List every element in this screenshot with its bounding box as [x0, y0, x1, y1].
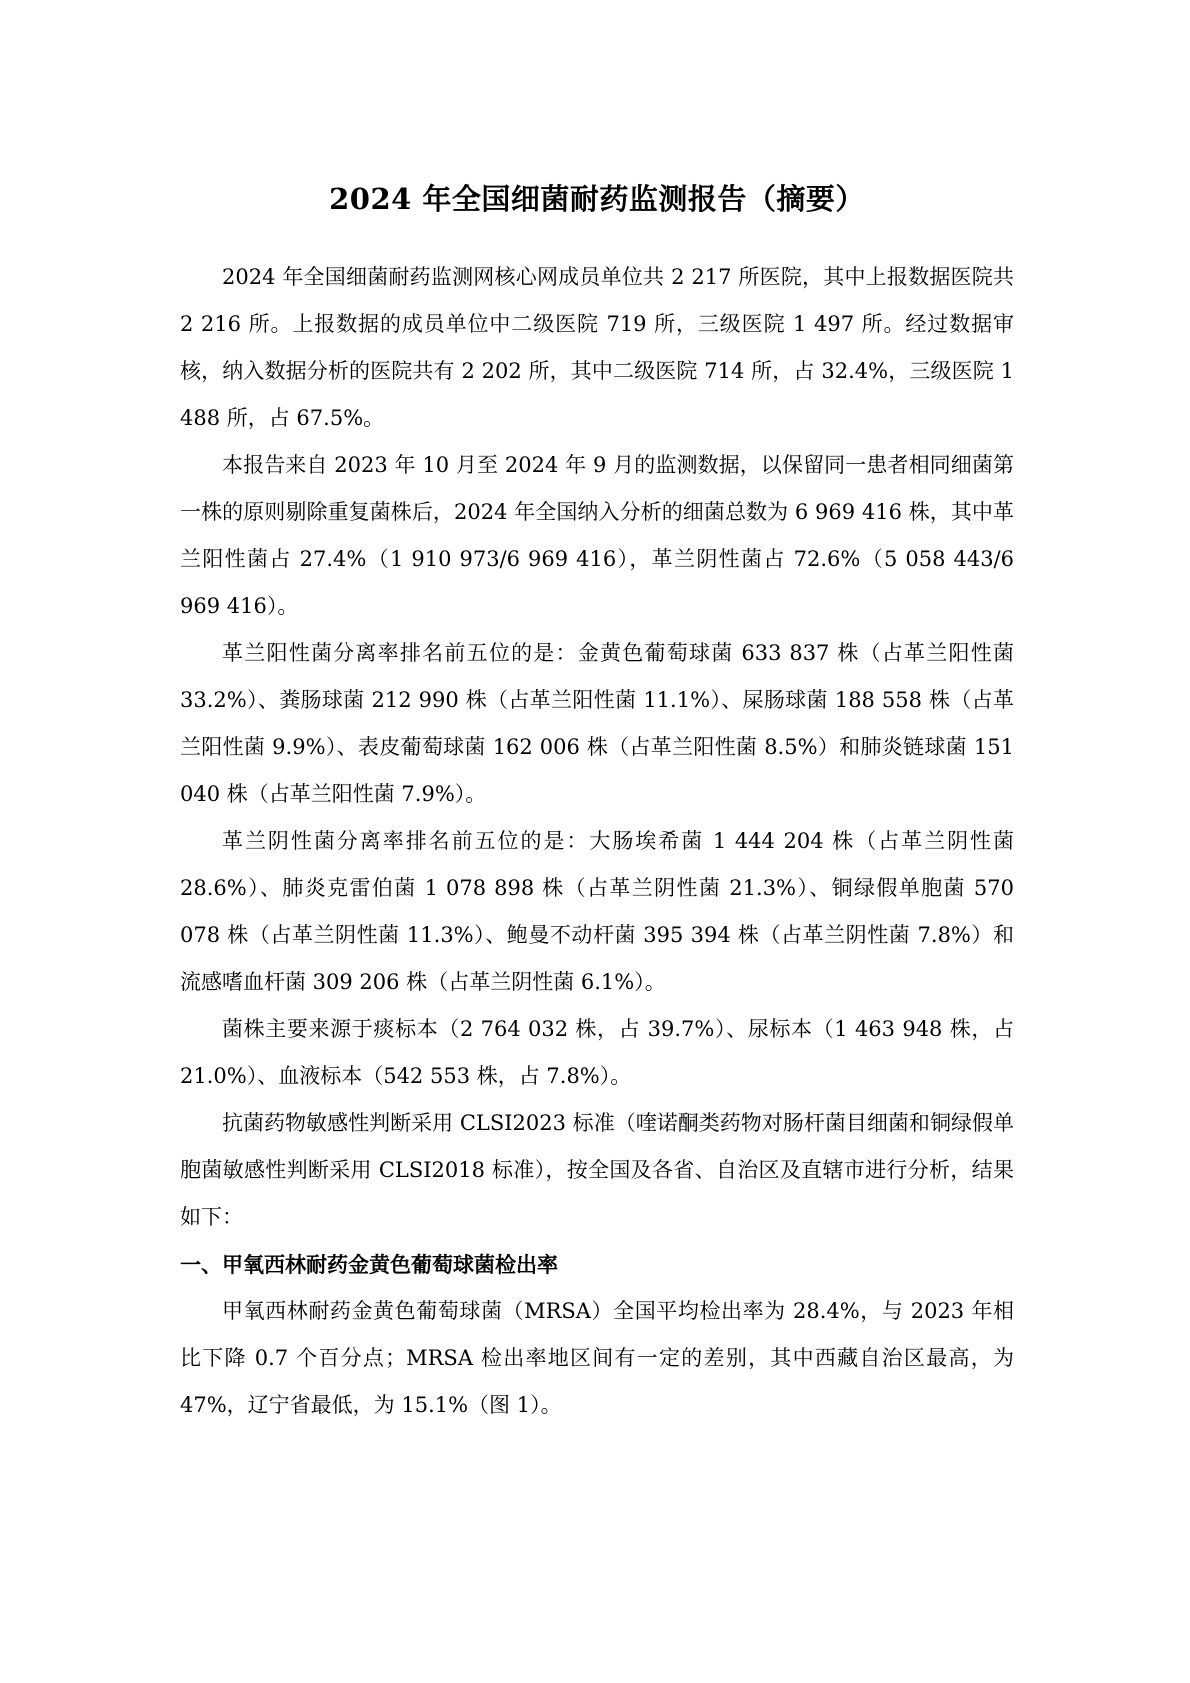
- paragraph-hospital-overview: 2024 年全国细菌耐药监测网核心网成员单位共 2 217 所医院，其中上报数据医院共 2 216 所。上报数据的成员单位中二级医院 719 所，三级医院 1 497 所。经过数据审核，纳入数据分析的医院共有 2 202 所，其中二级医院 714 所，占 32.4%，三级医院 1 488 所，占 67.5%。: [180, 265, 1014, 430]
- paragraph-specimen-sources: 菌株主要来源于痰标本（2 764 032 株，占 39.7%）、尿标本（1 463 948 株，占 21.0%）、血液标本（542 553 株，占 7.8%）。: [180, 1017, 1014, 1088]
- paragraph-gram-positive-top5: 革兰阳性菌分离率排名前五位的是：金黄色葡萄球菌 633 837 株（占革兰阳性菌 33.2%）、粪肠球菌 212 990 株（占革兰阳性菌 11.1%）、屎肠球菌 188 558 株（占革兰阳性菌 9.9%）、表皮葡萄球菌 162 006 株（占革兰阳性菌 8.5%）和肺炎链球菌 151 040 株（占革兰阳性菌 7.9%）。: [180, 641, 1014, 806]
- paragraph-susceptibility-standard: 抗菌药物敏感性判断采用 CLSI2023 标准（喹诺酮类药物对肠杆菌目细菌和铜绿假单胞菌敏感性判断采用 CLSI2018 标准），按全国及各省、自治区及直辖市进行分析，结果如下：: [180, 1111, 1014, 1229]
- document-title: 2024 年全国细菌耐药监测报告（摘要）: [329, 182, 865, 216]
- document-body: [180, 178, 1014, 1429]
- paragraph-mrsa-rate: 甲氧西林耐药金黄色葡萄球菌（MRSA）全国平均检出率为 28.4%，与 2023 年相比下降 0.7 个百分点；MRSA 检出率地区间有一定的差别，其中西藏自治区最高，为 47%，辽宁省最低，为 15.1%（图 1）。: [180, 1299, 1014, 1417]
- section-heading-mrsa: 一、甲氧西林耐药金黄色葡萄球菌检出率: [180, 1252, 558, 1277]
- paragraph-bacteria-total: 本报告来自 2023 年 10 月至 2024 年 9 月的监测数据，以保留同一患者相同细菌第一株的原则剔除重复菌株后，2024 年全国纳入分析的细菌总数为 6 969 416 株，其中革兰阳性菌占 27.4%（1 910 973/6 969 416），革兰阴性菌占 72.6%（5 058 443/6 969 416）。: [180, 453, 1014, 618]
- paragraph-gram-negative-top5: 革兰阴性菌分离率排名前五位的是：大肠埃希菌 1 444 204 株（占革兰阴性菌 28.6%）、肺炎克雷伯菌 1 078 898 株（占革兰阴性菌 21.3%）、铜绿假单胞菌 570 078 株（占革兰阴性菌 11.3%）、鲍曼不动杆菌 395 394 株（占革兰阴性菌 7.8%）和流感嗜血杆菌 309 206 株（占革兰阴性菌 6.1%）。: [180, 829, 1014, 994]
